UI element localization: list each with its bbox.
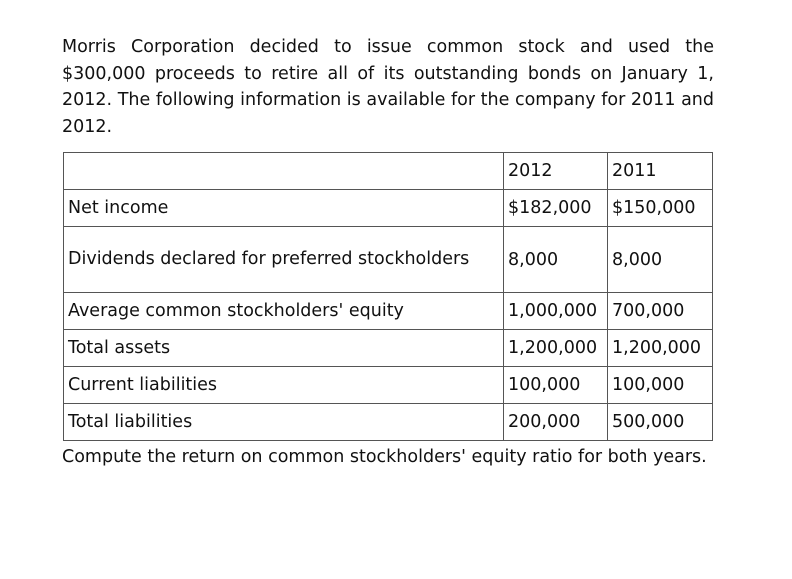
row-label-net-income: Net income <box>64 190 504 227</box>
table-row <box>64 367 713 404</box>
net-income-2012: $182,000 <box>504 190 608 227</box>
total-liabilities-2012: 200,000 <box>504 404 608 441</box>
total-assets-2012: 1,200,000 <box>504 330 608 367</box>
financial-data-table <box>63 152 713 441</box>
table-row <box>64 404 713 441</box>
table-row <box>64 330 713 367</box>
net-income-2011: $150,000 <box>608 190 713 227</box>
problem-statement <box>62 34 714 471</box>
total-liabilities-2011: 500,000 <box>608 404 713 441</box>
preferred-dividends-label-text: Dividends declared for preferred stockholders <box>68 249 470 269</box>
row-label-total-liabilities: Total liabilities <box>64 404 504 441</box>
row-label-avg-common-equity: Average common stockholders' equity <box>64 293 504 330</box>
total-assets-2011: 1,200,000 <box>608 330 713 367</box>
header-label-cell <box>64 153 504 190</box>
table-row <box>64 190 713 227</box>
table-header-row <box>64 153 713 190</box>
current-liabilities-2012: 100,000 <box>504 367 608 404</box>
intro-paragraph: Morris Corporation decided to issue common stock and used the $300,000 proceeds to retire all of its outstanding bonds on January 1, 2012. The following information is available for the company for 2011 and 2012. <box>62 37 714 137</box>
row-label-preferred-dividends <box>64 227 504 293</box>
preferred-dividends-2012: 8,000 <box>504 227 608 293</box>
table-row <box>64 227 713 293</box>
current-liabilities-2011: 100,000 <box>608 367 713 404</box>
question-paragraph: Compute the return on common stockholders' equity ratio for both years. <box>62 447 707 467</box>
row-label-total-assets: Total assets <box>64 330 504 367</box>
avg-common-equity-2011: 700,000 <box>608 293 713 330</box>
header-2012: 2012 <box>504 153 608 190</box>
header-2011: 2011 <box>608 153 713 190</box>
row-label-current-liabilities: Current liabilities <box>64 367 504 404</box>
preferred-dividends-2011: 8,000 <box>608 227 713 293</box>
table-row <box>64 293 713 330</box>
avg-common-equity-2012: 1,000,000 <box>504 293 608 330</box>
